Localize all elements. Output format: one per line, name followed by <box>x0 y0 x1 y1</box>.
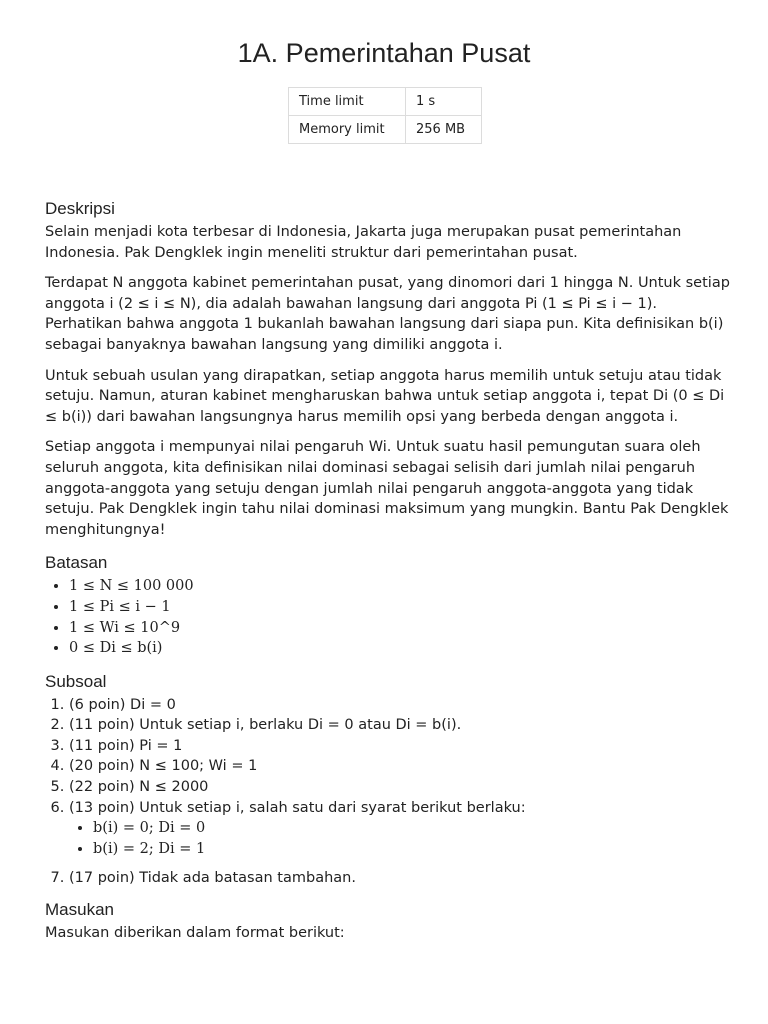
list-item: • 0 ≤ Di ≤ b(i) <box>69 638 735 659</box>
subtask-text: (11 poin) Pi = 1 <box>69 737 183 754</box>
list-item <box>69 777 735 798</box>
limit-value: 256 MB <box>406 116 482 144</box>
list-item <box>69 715 735 736</box>
list-item <box>69 756 735 777</box>
list-item: • 1 ≤ N ≤ 100 000 <box>69 576 735 597</box>
list-item <box>69 736 735 757</box>
subtask-conditions <box>69 818 735 859</box>
problem-statement <box>45 198 735 954</box>
paragraph: Masukan diberikan dalam format berikut: <box>45 925 345 942</box>
paragraph: Setiap anggota i mempunyai nilai pengaruh Wi. Untuk suatu hasil pemungutan suara oleh seluruh anggota, kita definisikan nilai dominasi sebagai selisih dari jumlah nilai pengaruh anggota-anggota yang setuju dengan jumlah nilai pengaruh anggota-anggota yang tidak setuju. Pak Dengklek ingin tahu nilai dominasi maksimum yang mungkin. Bantu Pak Dengklek menghitungnya! <box>45 439 729 538</box>
list-item: • b(i) = 2; Di = 1 <box>93 839 735 860</box>
list-item: • 1 ≤ Pi ≤ i − 1 <box>69 597 735 618</box>
limit-value: 1 s <box>406 88 482 116</box>
paragraph: Selain menjadi kota terbesar di Indonesia, Jakarta juga merupakan pusat pemerintahan Indonesia. Pak Dengklek ingin meneliti struktur dari pemerintahan pusat. <box>45 224 682 261</box>
list-item <box>69 798 735 860</box>
subtask-text: (22 poin) N ≤ 2000 <box>69 779 209 796</box>
limit-label: Time limit <box>289 88 406 116</box>
paragraph: Terdapat N anggota kabinet pemerintahan pusat, yang dinomori dari 1 hingga N. Untuk setiap anggota i (2 ≤ i ≤ N), dia adalah bawahan langsung dari anggota Pi (1 ≤ Pi ≤ i − 1). Perhatikan bahwa anggota 1 bukanlah bawahan langsung dari siapa pun. Kita definisikan b(i) sebagai banyaknya bawahan langsung yang dimiliki anggota i. <box>45 275 730 353</box>
subtask-text: (13 poin) Untuk setiap i, salah satu dari syarat berikut berlaku: <box>69 799 526 816</box>
limits-table <box>288 87 482 144</box>
list-item: • b(i) = 0; Di = 0 <box>93 818 735 839</box>
list-item <box>69 868 735 889</box>
list-item <box>69 695 735 716</box>
limit-label: Memory limit <box>289 116 406 144</box>
section-heading-masukan: Masukan <box>45 900 114 920</box>
page-title: 1A. Pemerintahan Pusat <box>237 38 531 68</box>
subtask-text: (11 poin) Untuk setiap i, berlaku Di = 0 atau Di = b(i). <box>69 717 462 734</box>
paragraph: Untuk sebuah usulan yang dirapatkan, setiap anggota harus memilih untuk setuju atau tidak setuju. Namun, aturan kabinet mengharuskan bahwa untuk setiap anggota i, tepat Di (0 ≤ Di ≤ b(i)) dari bawahan langsungnya harus memilih opsi yang berbeda dengan anggota i. <box>45 367 725 425</box>
table-row <box>289 88 482 116</box>
table-row <box>289 116 482 144</box>
subtask-text: (17 poin) Tidak ada batasan tambahan. <box>69 870 356 887</box>
list-item: • 1 ≤ Wi ≤ 10^9 <box>69 618 735 639</box>
constraints-list <box>45 576 735 658</box>
section-heading-subsoal: Subsoal <box>45 671 107 691</box>
subtasks-list <box>45 695 735 889</box>
section-heading-batasan: Batasan <box>45 553 108 573</box>
section-heading-deskripsi: Deskripsi <box>45 199 115 218</box>
subtask-text: (20 poin) N ≤ 100; Wi = 1 <box>69 758 258 775</box>
subtask-text: (6 poin) Di = 0 <box>69 696 176 713</box>
